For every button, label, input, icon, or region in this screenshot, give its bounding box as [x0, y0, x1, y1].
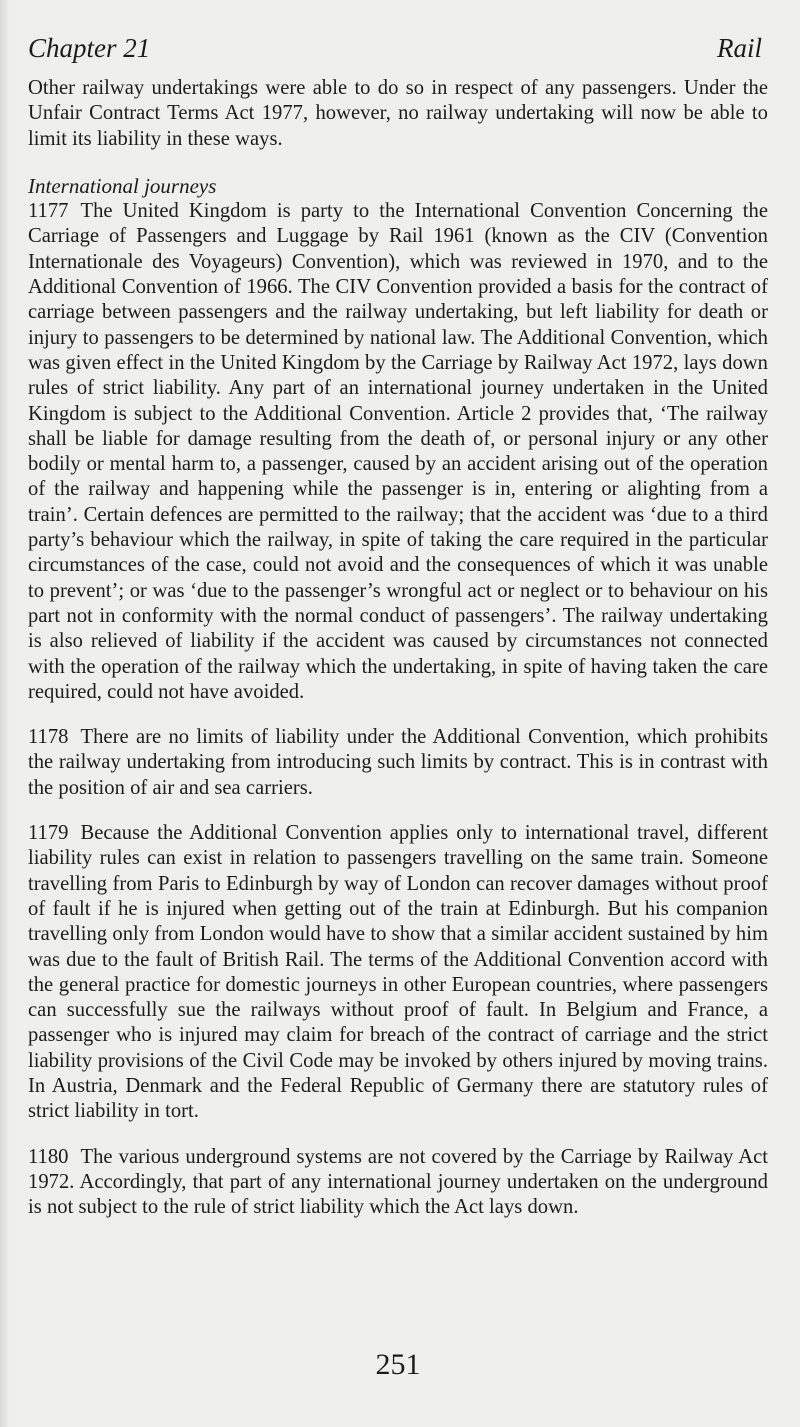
paragraph-number: 1177 — [28, 200, 69, 223]
page-edge-shadow — [0, 0, 10, 1427]
paragraph-number: 1178 — [28, 726, 69, 749]
paragraph-1180 — [28, 1145, 768, 1221]
book-page — [28, 20, 768, 1410]
running-head — [28, 20, 768, 76]
paragraph-1178 — [28, 725, 768, 801]
section-label: Rail — [717, 33, 762, 63]
paragraph-1177 — [28, 199, 768, 705]
paragraph-number: 1179 — [28, 822, 69, 845]
paragraph-text: Because the Additional Convention applies only to international travel, different liability rules can exist in relation to passengers travelling on the same train. Someone travelling from Paris to Edinburgh by way of London can recover damages without proof of fault if he is injured when getting out of the train at Edinburgh. But his companion travelling only from London would have to show that a similar accident sustained by him was due to the fault of British Rail. The terms of the Additional Convention accord with the general practice for domestic journeys in other European countries, where passengers can successfully sue the railways without proof of fault. In Belgium and France, a passenger who is injured may claim for breach of the contract of carriage and the strict liability provisions of the Civil Code may be invoked by others injured by moving trains. In Austria, Denmark and the Federal Republic of Germany there are statutory rules of strict liability in tort. — [28, 822, 768, 1123]
paragraph-text: There are no limits of liability under the Additional Convention, which prohibits the railway undertaking from introducing such limits by contract. This is in contrast with the position of air and sea carriers. — [28, 726, 768, 799]
paragraph-number: 1180 — [28, 1145, 69, 1168]
paragraph-text: The various underground systems are not covered by the Carriage by Railway Act 1972. Accordingly, that part of any international journey undertaken on the underground is not subject to the rule of strict liability which the Act lays down. — [28, 1145, 768, 1219]
intro-paragraph: Other railway undertakings were able to do so in respect of any passengers. Under the Unfair Contract Terms Act 1977, however, no railway undertaking will now be able to limit its liability in these ways. — [28, 77, 768, 150]
page-number: 251 — [375, 1348, 421, 1381]
paragraph-1179 — [28, 821, 768, 1125]
chapter-label: Chapter 21 — [28, 33, 151, 63]
paragraph-text: The United Kingdom is party to the International Convention Concerning the Carriage of Passengers and Luggage by Rail 1961 (known as the CIV (Convention Internationale des Voyageurs) Convention), which was reviewed in 1970, and to the Additional Convention of 1966. The CIV Convention provided a basis for the contract of carriage between passengers and the railway undertaking, but left liability for death or injury to passengers to be determined by national law. The Additional Convention, which was given effect in the United Kingdom by the Carriage by Railway Act 1972, lays down rules of strict liability. Any part of an international journey undertaken in the United Kingdom is subject to the Additional Convention. Article 2 provides that, ‘The railway shall be liable for damage resulting from the death of, or personal injury or any other bodily or mental harm to, a passenger, caused by an accident arising out of the operation of the railway and happening while the passenger is in, entering or alighting from a train’. Certain defences are permitted to the railway; that the accident was ‘due to a third party’s behaviour which the railway, in spite of taking the care required in the particular circumstances of the case, could not avoid and the consequences of which it was unable to prevent’; or was ‘due to the passenger’s wrongful act or neglect or to behaviour on his part not in conformity with the normal conduct of passengers’. The railway undertaking is also relieved of liability if the accident was caused by circumstances not connected with the operation of the railway which the undertaking, in spite of having taken the care required, could not have avoided. — [28, 200, 768, 703]
section-heading: International journeys — [28, 173, 217, 198]
